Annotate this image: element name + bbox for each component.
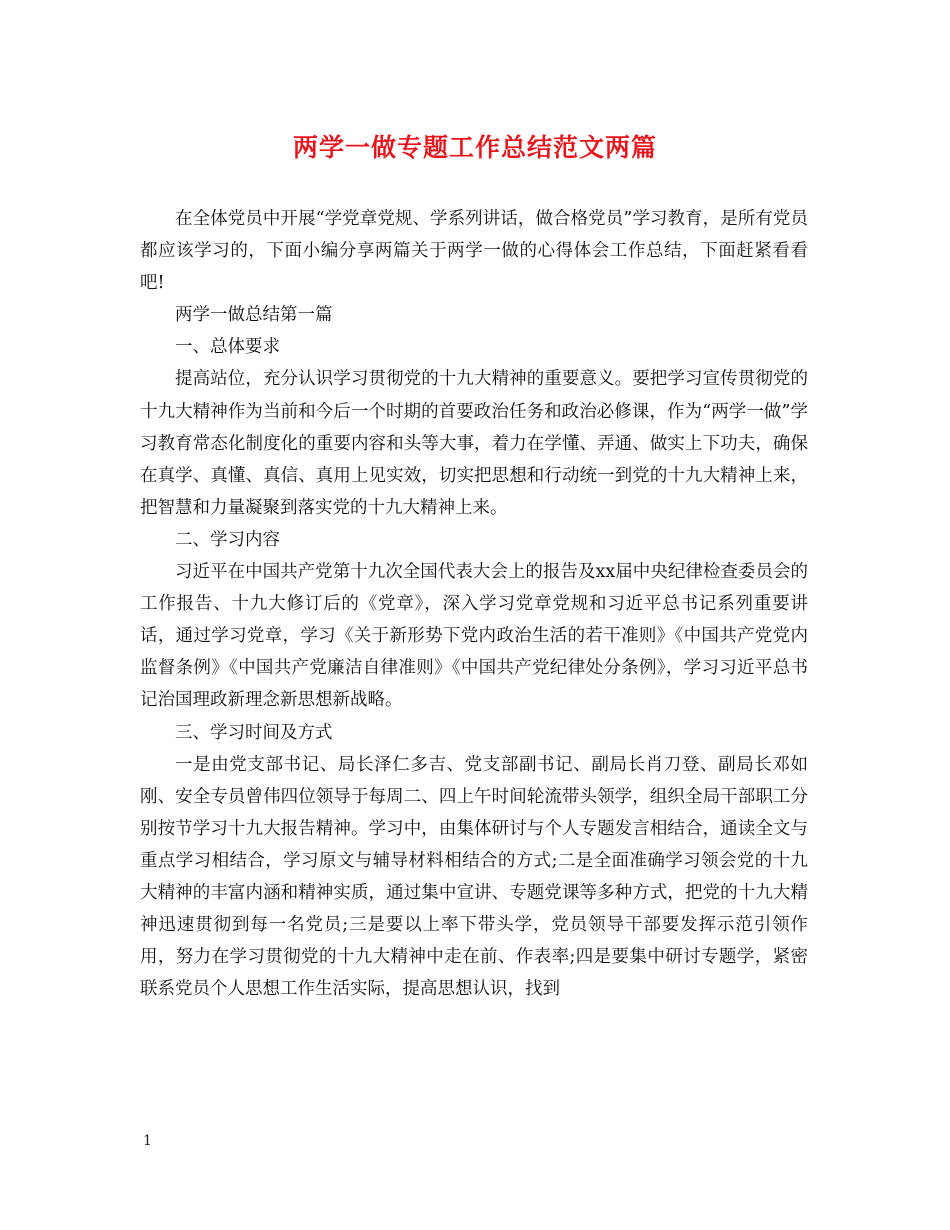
section-heading-part-one: 两学一做总结第一篇	[175, 305, 333, 326]
overall-requirements-paragraph: 提高站位，充分认识学习贯彻党的十九大精神的重要意义。要把学习宣传贯彻党的十九大精神作为当前和今后一个时期的首要政治任务和政治必修课，作为“两学一做”学习教育常态化制度化的重要内容和头等大事，着力在学懂、弄通、做实上下功夫，确保在真学、真懂、真信、真用上见实效，切实把思想和行动统一到党的十九大精神上来，把智慧和力量凝聚到落实党的十九大精神上来。	[140, 369, 808, 518]
study-content-paragraph: 习近平在中国共产党第十九次全国代表大会上的报告及xx届中央纪律检查委员会的工作报告、十九大修订后的《党章》，深入学习党章党规和习近平总书记系列重要讲话，通过学习党章，学习《关于新形势下党内政治生活的若干准则》《中国共产党党内监督条例》《中国共产党廉洁自律准则》《中国共产党纪律处分条例》，学习习近平总书记治国理政新理念新思想新战略。	[140, 562, 808, 711]
page-number: 1	[143, 1133, 152, 1149]
section-heading-study-time-method: 三、学习时间及方式	[175, 722, 333, 743]
page-title: 两学一做专题工作总结范文两篇	[292, 133, 657, 162]
section-heading-overall-requirements: 一、总体要求	[175, 337, 280, 358]
intro-paragraph: 在全体党员中开展“学党章党规、学系列讲话，做合格党员”学习教育，是所有党员都应该学习的，下面小编分享两篇关于两学一做的心得体会工作总结，下面赶紧看看吧!	[140, 209, 808, 294]
document-body	[140, 203, 808, 1005]
section-heading-study-content: 二、学习内容	[175, 529, 280, 550]
study-time-method-paragraph: 一是由党支部书记、局长泽仁多吉、党支部副书记、副局长肖刀登、副局长邓如刚、安全专员曾伟四位领导于每周二、四上午时间轮流带头领学，组织全局干部职工分别按节学习十九大报告精神。学习中，由集体研讨与个人专题发言相结合，通读全文与重点学习相结合，学习原文与辅导材料相结合的方式;二是全面准确学习领会党的十九大精神的丰富内涵和精神实质，通过集中宣讲、专题党课等多种方式，把党的十九大精神迅速贯彻到每一名党员;三是要以上率下带头学，党员领导干部要发挥示范引领作用，努力在学习贯彻党的十九大精神中走在前、作表率;四是要集中研讨专题学，紧密联系党员个人思想工作生活实际，提高思想认识，找到	[140, 754, 808, 1000]
